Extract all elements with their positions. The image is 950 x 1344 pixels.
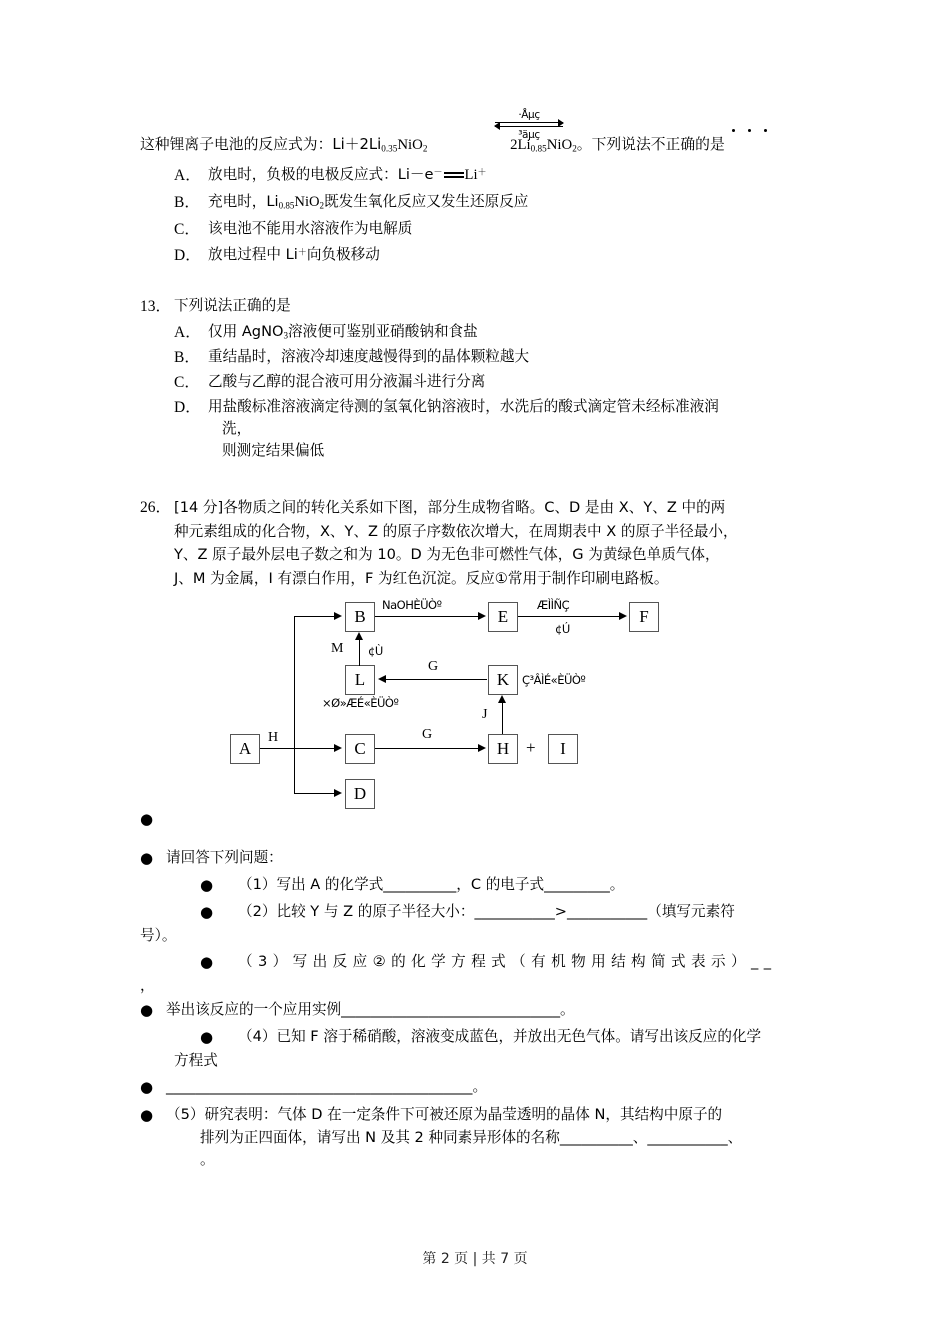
arrowhead-to-b-up [355, 632, 363, 640]
list-item-text [166, 808, 840, 831]
edge-label-reaction-1: ¢Ù [368, 643, 383, 658]
battery-lead-sub2: 2 [422, 143, 428, 154]
page-content [140, 105, 840, 1172]
option-d-continuation: 洗， [222, 420, 252, 438]
list-item [200, 951, 840, 974]
edge-l-to-b [359, 638, 360, 666]
option-d-sup: ＋ [297, 247, 307, 258]
list-item [140, 847, 840, 870]
edge-label-m: M [331, 640, 344, 656]
option-marker: B． [174, 348, 200, 366]
double-arrow-glyph [495, 122, 563, 129]
edge-label-g-lower: G [422, 726, 433, 742]
battery-product-sub2: 2 [572, 143, 577, 154]
question-body [174, 496, 840, 591]
edge-label-j: J [482, 706, 488, 722]
option-a-post: Li [464, 167, 478, 183]
edge-label-g-upper: G [428, 658, 439, 674]
edge-a-trunk [260, 748, 295, 749]
option-marker: C． [174, 373, 200, 391]
edge-b-to-e [375, 616, 480, 617]
option-item [140, 247, 840, 265]
arrowhead-to-d [334, 789, 342, 797]
edge-label-h: H [268, 729, 279, 745]
option-text [208, 324, 478, 342]
option-d-pre: 放电过程中 Li [208, 246, 298, 264]
question-stem-line-4: J、M 为金属，I 有漂白作用，F 为红色沉淀。反应①常用于制作印刷电路板。 [174, 570, 669, 588]
node-H: H [488, 734, 518, 764]
option-marker: A． [174, 167, 201, 184]
question-body [174, 295, 840, 462]
question-stem-line-1: [14 分]各物质之间的转化关系如下图，部分生成物省略。C、D 是由 X、Y、Z 中的两 [174, 499, 726, 517]
node-B: B [345, 602, 375, 632]
list-item-text: （1）写出 A 的化学式__________，C 的电子式_________。 [238, 876, 625, 894]
node-E: E [488, 602, 518, 632]
arrow-label-above: ·Åµç [518, 109, 540, 121]
edge-h-to-k [502, 702, 503, 734]
battery-tail-text: 。下列说法不正确的是 [576, 136, 725, 153]
arrow-label-below: ³äµç [518, 128, 540, 141]
edge-trunk-to-d [294, 793, 336, 794]
list-item [140, 1104, 840, 1127]
battery-options-list [140, 167, 840, 265]
edge-trunk-to-c [294, 748, 336, 749]
option-b-sub2: 2 [319, 200, 325, 211]
bullet-icon: ● [140, 1105, 154, 1124]
bullet-icon: ● [200, 903, 214, 922]
option-b-pre: 充电时，Li [208, 192, 279, 210]
option-marker: D． [174, 398, 201, 416]
option-item [140, 194, 840, 212]
edge-trunk-to-b [294, 616, 336, 617]
edge-label-naoh-solution: NaOHÈÜÒº [382, 597, 442, 612]
bullet-icon: ● [140, 1001, 154, 1020]
battery-product-prefix: 2Li [510, 137, 531, 153]
bullet-icon: ● [200, 953, 214, 972]
battery-equation-text [140, 133, 725, 154]
q13a-pre: 仅用 AgNO [208, 323, 284, 341]
option-b-post: 既发生氧化反应又发生还原反应 [324, 192, 529, 210]
plus-symbol: + [526, 737, 536, 757]
list-item [200, 1026, 840, 1049]
edge-e-to-f [518, 616, 621, 617]
sub-question-4-continuation: 方程式 [174, 1051, 218, 1069]
bullet-icon: ● [140, 848, 154, 867]
question-number: 26． [140, 499, 172, 517]
arrowhead-to-b [334, 612, 342, 620]
option-marker: A． [174, 324, 201, 342]
option-item [174, 324, 840, 342]
option-text [208, 167, 487, 185]
battery-lead-sub1: 0.35 [381, 143, 398, 154]
node-L: L [345, 665, 375, 695]
arrowhead-to-f [619, 612, 627, 620]
sub-question-2-continuation: 号）。 [140, 926, 177, 944]
option-item [174, 374, 840, 392]
arrowhead-to-k-up [498, 695, 506, 703]
reaction-arrow [495, 110, 563, 140]
arrowhead-to-e [478, 612, 486, 620]
edge-trunk-vertical [294, 617, 295, 794]
option-a-sup: － [433, 167, 443, 178]
transformation-flow-diagram [230, 599, 700, 804]
bullet-icon: ● [200, 1028, 214, 1047]
option-a-pre: 放电时，负极的电极反应式：Li－e [208, 166, 434, 183]
q13-options-list [174, 324, 840, 462]
option-d-post: 向负极移动 [306, 246, 380, 264]
list-item-text: 请回答下列问题： [166, 848, 283, 866]
node-C: C [345, 734, 375, 764]
annotation-right-of-k: Ç³ÂÌÉ«ÈÜÒº [522, 672, 586, 687]
arrowhead-to-c [334, 744, 342, 752]
arrowhead-to-h [478, 744, 486, 752]
battery-lead-text: 这种锂离子电池的反应式为：Li＋2Li [140, 136, 382, 153]
node-K: K [488, 665, 518, 695]
edge-label-glucose: ÆÌÌÑÇ [537, 597, 570, 612]
bullet-icon: ● [140, 1078, 154, 1097]
q13a-post: 溶液便可鉴别亚硝酸钠和食盐 [288, 323, 478, 341]
list-item [200, 874, 840, 897]
list-item-text: （4）已知 F 溶于稀硝酸，溶液变成蓝色，并放出无色气体。请写出该反应的化学 [238, 1028, 762, 1046]
option-item [140, 167, 840, 185]
node-D: D [345, 779, 375, 809]
bullet-icon: ● [200, 876, 214, 895]
question-13 [140, 295, 840, 462]
option-b-sub1: 0.85 [278, 200, 295, 211]
option-a-post-sup: ＋ [477, 167, 487, 178]
option-marker: B． [174, 193, 200, 211]
question-stem-line-2: 种元素组成的化合物，X、Y、Z 的原子序数依次增大，在周期表中 X 的原子半径最小， [174, 522, 738, 540]
option-text [208, 194, 528, 212]
list-item-text: 举出该反应的一个应用实例______________________________。 [166, 1001, 575, 1019]
question-stem: 下列说法正确的是 [174, 297, 291, 315]
list-item-text: __________________________________________。 [166, 1078, 488, 1096]
q26-sub-questions [140, 808, 840, 1172]
battery-equation-line [140, 105, 840, 154]
list-item [140, 808, 840, 831]
q13a-sub: 3 [283, 330, 289, 341]
question-number: 13． [140, 298, 172, 316]
bullet-icon: ● [140, 809, 154, 828]
list-item [200, 901, 840, 924]
battery-product-mid: NiO [546, 137, 573, 153]
battery-lead-mid: NiO [397, 137, 423, 153]
battery-product-sub1: 0.85 [530, 143, 547, 154]
question-stem-line-3: Y、Z 原子最外层电子数之和为 10。D 为无色非可燃性气体，G 为黄绿色单质气体， [174, 546, 720, 564]
list-item-text: （2）比较 Y 与 Z 的原子半径大小：___________>___________（填写元素符 [238, 903, 735, 921]
list-item-text: （5）研究表明：气体 D 在一定条件下可被还原为晶莹透明的晶体 N，其结构中原子的 [166, 1105, 723, 1123]
option-marker: C． [174, 220, 200, 238]
option-d-conclusion: 则测定结果偏低 [222, 442, 325, 460]
edge-c-to-h [375, 748, 480, 749]
sub-question-3-continuation: ， [140, 976, 155, 994]
arrowhead-to-l [378, 675, 386, 683]
node-A: A [230, 734, 260, 764]
question-26 [140, 496, 840, 591]
option-item [174, 349, 840, 367]
option-text: 用盐酸标准溶液滴定待测的氢氧化钠溶液时，水洗后的酸式滴定管未经标准液润 [208, 397, 719, 415]
sub-question-5-continuation: 排列为正四面体，请写出 N 及其 2 种同素异形体的名称__________、___________、 [200, 1128, 743, 1146]
edge-k-to-l [385, 679, 487, 680]
option-text: 该电池不能用水溶液作为电解质 [208, 219, 413, 237]
option-marker: D． [174, 247, 201, 265]
option-text: 乙酸与乙醇的混合液可用分液漏斗进行分离 [208, 372, 486, 390]
equals-sign-icon [443, 169, 465, 181]
edge-label-reaction-2: ¢Ú [555, 621, 570, 636]
option-item [174, 399, 840, 417]
node-F: F [629, 602, 659, 632]
node-I: I [548, 734, 578, 764]
option-b-mid: NiO [294, 193, 320, 210]
list-item [140, 1076, 840, 1099]
page-footer: 第 2 页 | 共 7 页 [422, 1251, 528, 1267]
option-text: 重结晶时，溶液冷却速度越慢得到的晶体颗粒越大 [208, 347, 530, 365]
option-text [208, 247, 380, 265]
list-item [140, 999, 840, 1022]
list-item-text: （3）写出反应②的化学方程式（有机物用结构简式表示）__ [238, 953, 777, 971]
sub-question-5-end: 。 [200, 1151, 215, 1169]
annotation-under-l: ×Ø»ÆÉ«ÈÜÒº [322, 695, 399, 710]
option-item [140, 221, 840, 239]
